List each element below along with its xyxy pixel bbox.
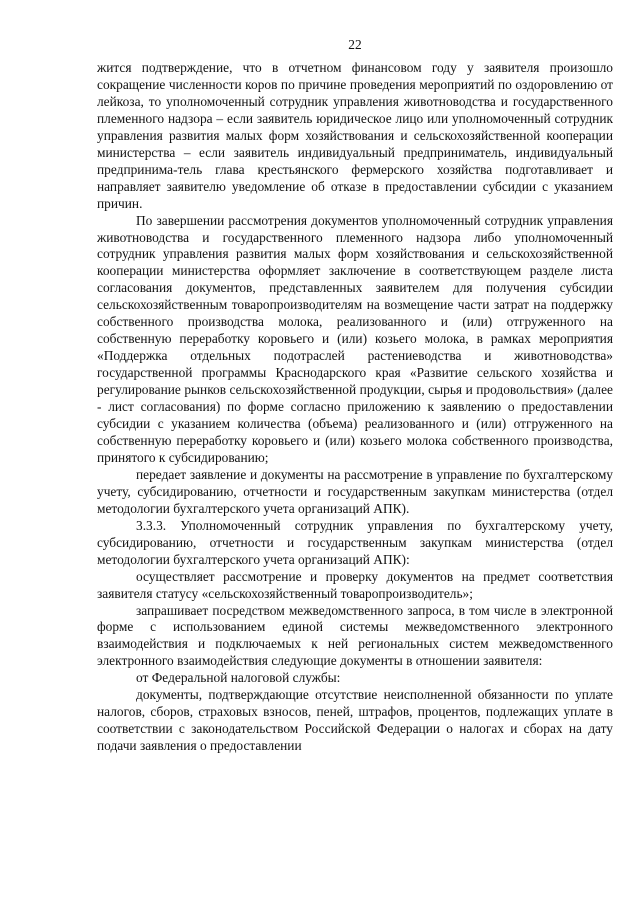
paragraph-7: от Федеральной налоговой службы: [136,670,341,686]
paragraph-8: документы, подтверждающие отсутствие неисполненной обязанности по уплате налогов, сборов, страховых взносов, пеней, штрафов, процентов, подлежащих уплате в соответствии с законодательством Российской Федерации о налогах и сборах на дату подачи заявления о предоставлении [97,687,613,754]
paragraph-1: жится подтверждение, что в отчетном финансовом году у заявителя произошло сокращение численности коров по причине проведения мероприятий по оздоровлению от лейкоза, то уполномоченный сотрудник управления животноводства и государственного племенного надзора – если заявитель юридическое лицо или уполномоченный сотрудник управления развития малых форм хозяйствования и сельскохозяйственной кооперации министерства – если заявитель индивидуальный предприниматель, индивидуальный предпринима-тель глава крестьянского фермерского хозяйства подготавливает и направляет заявителю уведомление об отказе в предоставлении субсидии с указанием причин. [97,60,613,211]
document-body [97,60,613,755]
paragraph-5: осуществляет рассмотрение и проверку документов на предмет соответствия заявителя статусу «сельскохозяйственный товаропроизводитель»; [97,568,613,601]
paragraph-3: передает заявление и документы на рассмотрение в управление по бухгалтерскому учету, субсидированию, отчетности и государственным закупкам министерства (отдел методологии бухгалтерского учета организаций АПК). [97,466,613,516]
paragraph-4: 3.3.3. Уполномоченный сотрудник управления по бухгалтерскому учету, субсидированию, отчетности и государственным закупкам министерства (отдел методологии бухгалтерского учета организаций АПК): [97,517,613,567]
paragraph-2: По завершении рассмотрения документов уполномоченный сотрудник управления животноводства и государственного племенного надзора либо уполномоченный сотрудник управления развития малых форм хозяйствования и сельскохозяйственной кооперации министерства оформляет заключение в соответствующем разделе листа согласования документов, представленных заявителем для получения субсидии сельскохозяйственным товаропроизводителям на возмещение части затрат на поддержку собственного производства молока, реализованного и (или) отгруженного на собственную переработку коровьего и (или) козьего молока, в рамках мероприятия «Поддержка отдельных подотраслей растениеводства и животноводства» государственной программы Краснодарского края «Развитие сельского хозяйства и регулирование рынков сельскохозяйственной продукции, сырья и продовольствия» (далее - лист согласования) по форме согласно приложению к заявлению о предоставлении субсидии с указанием количества (объема) реализованного и (или) отгруженного на собственную переработку коровьего и (или) козьего молока собственного производства, принятого к субсидированию; [97,212,613,465]
document-page [97,36,613,755]
paragraph-6: запрашивает посредством межведомственного запроса, в том числе в электронной форме с использованием единой системы межведомственного электронного взаимодействия и подключаемых к ней региональных систем межведомственного электронного взаимодействия следующие документы в отношении заявителя: [97,602,613,669]
page-number: 22 [348,37,362,52]
